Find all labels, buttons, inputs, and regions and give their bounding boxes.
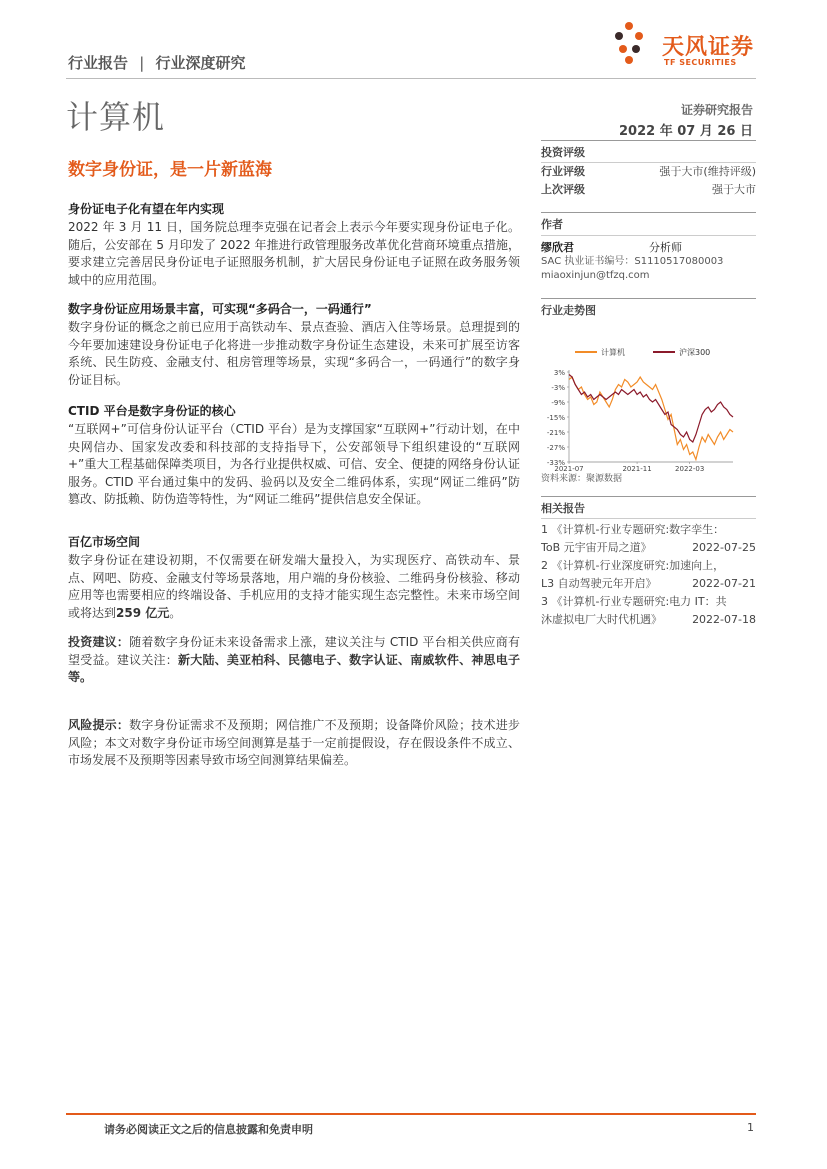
logo-petal: [625, 22, 633, 30]
related-date: 2022-07-18: [692, 613, 756, 626]
logo-cn-text: 天风证券: [662, 35, 755, 60]
section-body: [68, 552, 520, 622]
market-size: 259 亿元: [116, 605, 170, 620]
related-list: [541, 518, 756, 629]
rating-row-industry: [541, 162, 756, 181]
related-date: 2022-07-21: [692, 577, 756, 590]
advice-label: 投资建议：: [68, 635, 130, 649]
related-title-line1: 1 《计算机-行业专题研究:数字孪生：: [541, 523, 725, 536]
rating-value: 强于大市(维持评级): [659, 165, 756, 178]
report-date: 2022 年 07 月 26 日: [619, 124, 753, 139]
chart-y-tick-label: -3%: [551, 384, 565, 392]
report-subkind: 行业深度研究: [155, 54, 246, 72]
advice-body: 随着数字身份证未来设备需求上涨，建议关注与 CTID 平台相关供应商有望受益。建议关注：: [68, 635, 520, 667]
chart-y-tick-label: -9%: [551, 399, 565, 407]
logo-petal: [615, 32, 623, 40]
section-heading: 身份证电子化有望在年内实现: [68, 202, 225, 216]
chart-heading: 行业走势图: [541, 298, 756, 318]
chart-legend-label: 沪深300: [679, 348, 711, 357]
related-title-line2-row: [541, 611, 756, 629]
header-separator: |: [139, 54, 145, 72]
section-3: [68, 402, 520, 509]
trend-chart: [541, 322, 756, 472]
sector-title: 计算机: [66, 98, 166, 136]
rating-row-last: [541, 181, 756, 199]
logo-petal: [625, 56, 633, 64]
report-type: 证券研究报告: [680, 103, 753, 117]
chart-x-tick-label: 2021-11: [622, 465, 652, 472]
section-2: [68, 300, 520, 389]
related-title-line1: 2 《计算机-行业深度研究:加速向上，: [541, 559, 725, 572]
chart-y-tick-label: -21%: [546, 429, 565, 437]
chart-source: 资料来源：聚源数据: [541, 474, 623, 484]
investment-advice: [68, 634, 520, 687]
advice-names: 新大陆、美亚柏科、民德电子、数字认证、南威软件、神思电子等。: [68, 652, 520, 685]
risk-warning: [68, 717, 520, 770]
chart-x-tick-label: 2022-03: [675, 465, 705, 472]
author-sac: SAC 执业证书编号：S1110517080003: [541, 256, 724, 267]
risk-label: 风险提示：: [68, 718, 130, 732]
risk-text: [68, 717, 520, 770]
author-role: 分析师: [649, 241, 682, 254]
chart-y-tick-label: -33%: [546, 459, 565, 467]
chart-series-line: [569, 377, 733, 460]
footer-divider: [66, 1113, 756, 1115]
rating-label: 上次评级: [541, 183, 585, 196]
section-body-text: 数字身份证在建设初期，不仅需要在研发端大量投入，为实现医疗、高铁动车、景点、网吧、防疫、金融支付等场景落地，用户端的身份核验、二维码身份核验、移动应用等也需要相应的终端设备、手机应用的支持才能实现生态完整性。未来市场空间或将达到: [68, 553, 520, 620]
section-1: [68, 200, 520, 289]
related-title-line2-row: [541, 575, 756, 593]
chart-legend-label: 计算机: [601, 348, 625, 357]
chart-y-tick-label: -15%: [546, 414, 565, 422]
section-4: [68, 533, 520, 622]
chart-box: [541, 298, 756, 486]
page-number: 1: [747, 1121, 754, 1134]
chart-y-tick-label: -27%: [546, 444, 565, 452]
related-title-line1: 3 《计算机-行业专题研究:电力 IT：共: [541, 595, 727, 608]
related-title-line2: ToB 元宇宙开局之道》: [541, 541, 652, 554]
author-name: 缪欣君: [541, 241, 574, 254]
logo-petal: [632, 45, 640, 53]
related-title-line2-row: [541, 539, 756, 557]
section-heading: 数字身份证应用场景丰富，可实现“多码合一，一码通行”: [68, 302, 372, 316]
chart-series-line: [569, 375, 733, 443]
logo-petal: [619, 45, 627, 53]
risk-body: 数字身份证需求不及预期；网信推广不及预期；设备降价风险；技术进步风险；本文对数字身份证市场空间测算是基于一定前提假设，存在假设条件不成立、市场发展不及预期等因素导致市场空间测算结果偏差。: [68, 718, 520, 768]
author-heading: 作者: [541, 212, 756, 232]
section-heading: 百亿市场空间: [68, 535, 141, 549]
report-title: 数字身份证，是一片新蓝海: [68, 160, 272, 180]
related-item[interactable]: [541, 593, 756, 629]
related-item[interactable]: [541, 521, 756, 557]
related-title-line2: 沐虚拟电厂大时代机遇》: [541, 613, 662, 626]
rating-value: 强于大市: [712, 183, 756, 196]
related-title-line2: L3 自动驾驶元年开启》: [541, 577, 657, 590]
section-body: “互联网+”可信身份认证平台（CTID 平台）是为支撑国家“互联网+”行动计划，在中央网信办、国家发改委和科技部的支持指导下，公安部领导下组织建设的“互联网+”重大工程基础保障类项目，为各行业提供权威、可信、安全、便捷的网络身份认证服务。CTID 平台通过集中的发码、验码以及安全二维码体系，实现“网证二维码”防篡改、防抵赖、防伪造等特性，为“网证二维码”提供信息安全保证。: [68, 422, 520, 507]
related-date: 2022-07-25: [692, 541, 756, 554]
rating-label: 行业评级: [541, 165, 585, 178]
logo-en-text: TF SECURITIES: [664, 58, 737, 67]
advice-text: [68, 634, 520, 687]
chart-x-tick-label: 2021-07: [554, 465, 584, 472]
section-body-end: 。: [169, 605, 182, 620]
header-divider: [66, 78, 756, 79]
author-box: [541, 212, 756, 283]
related-box: [541, 496, 756, 629]
chart-y-tick-label: 3%: [553, 369, 565, 377]
section-body: 数字身份证的概念之前已应用于高铁动车、景点查验、酒店入住等场景。总理提到的今年要加速建设身份证电子化将进一步推动数字身份证生态建设，未来可扩展至访客系统、民生防疫、金融支付、租房管理等场景，实现“多码合一，一码通行”的数字身份证目标。: [68, 320, 520, 387]
author-name-row: [541, 235, 756, 255]
related-heading: 相关报告: [541, 496, 756, 516]
related-item[interactable]: [541, 557, 756, 593]
section-heading: CTID 平台是数字身份证的核心: [68, 404, 236, 418]
footer-notice[interactable]: 请务必阅读正文之后的信息披露和免责申明: [104, 1123, 313, 1136]
report-kind-header: [68, 52, 246, 73]
section-body: 2022 年 3 月 11 日，国务院总理李克强在记者会上表示今年要实现身份证电子化。随后，公安部在 5 月印发了 2022 年推进行政管理服务改革优化营商环境重点措施，要求建立完善居民身份证电子证照服务机制，扩大居民身份证电子证照在政务服务领域中的应用范围。: [68, 220, 520, 287]
rating-heading: 投资评级: [541, 140, 756, 160]
author-email: miaoxinjun@tfzq.com: [541, 270, 650, 281]
logo-petal: [635, 32, 643, 40]
report-kind: 行业报告: [68, 54, 129, 72]
rating-box: [541, 140, 756, 199]
